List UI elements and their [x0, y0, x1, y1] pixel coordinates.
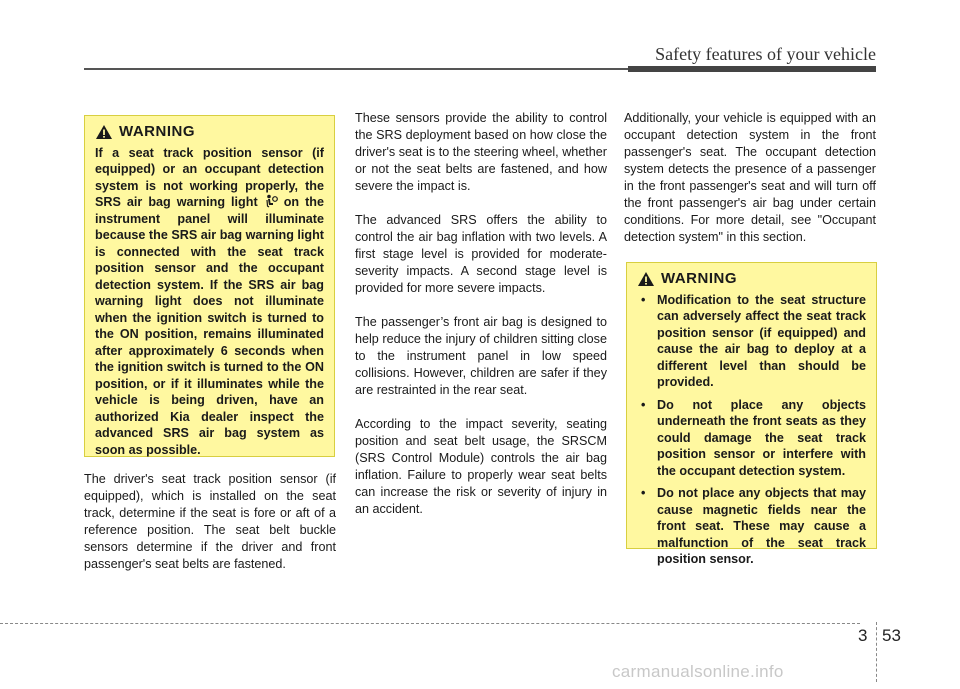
warning-header [637, 271, 866, 288]
warning-triangle-icon [95, 124, 113, 140]
warning-title: WARNING [661, 270, 737, 287]
warning-title: WARNING [119, 123, 195, 140]
column-3-text [624, 110, 876, 263]
warning-text-part: If a seat track position sensor (if equipped) or an occupant detection system is not working properly, the SRS air bag warning light [95, 145, 324, 209]
paragraph: The driver's seat track position sensor (if equipped), which is installed on the seat track, determine if the seat is fore or aft of a reference position. The seat belt buckle sensors determine if the driver and front passenger's seat belts are fastened. [84, 472, 336, 571]
warning-text [95, 145, 324, 459]
chapter-number: 3 [858, 626, 868, 645]
warning-list [637, 292, 866, 568]
list-item: • Do not place any objects underneath the front seats as they could damage the seat track position sensor or interfere with the occupant detection system. [637, 397, 866, 480]
warning-triangle-icon [637, 271, 655, 287]
warning-text-part: on the instrument panel will illuminate because the SRS air bag warning light is connected with the seat track position sensor and the occupant detection system. If the SRS air bag warning light does not illuminate when the ignition switch is turned to the ON position, remains illuminated after approximately 6 seconds when the ignition switch is turned to the ON position, or if it illuminates while the vehicle is being driven, have an authorized Kia dealer inspect the advanced SRS air bag system as soon as possible. [95, 195, 325, 457]
airbag-warning-light-icon [264, 194, 278, 208]
list-item: • Modification to the seat structure can adversely affect the seat track position sensor (if equipped) and cause the air bag to deploy at a different level than should be provided. [637, 292, 866, 391]
paragraph: Additionally, your vehicle is equipped with an occupant detection system in the front passenger's seat. The occupant detection system detects the presence of a passenger in the front passenger's seat and will turn off the front passenger's air bag under certain conditions. For more detail, see "Occupant detection system" in this section. [624, 111, 876, 244]
warning-box-1 [84, 115, 335, 457]
paragraph: The passenger’s front air bag is designed to help reduce the injury of children sitting close to the instrument panel in low speed collisions. However, children are safer if they are restrainted in the rear seat. [355, 315, 607, 397]
page-header-title: Safety features of your vehicle [655, 44, 876, 64]
column-2-text [355, 110, 607, 535]
warning-box-2 [626, 262, 877, 566]
paragraph: According to the impact severity, seating position and seat belt usage, the SRSCM (SRS Control Module) controls the air bag inflation. Failure to properly wear seat belts can increase the risk or severity of injury in an accident. [355, 417, 607, 516]
page-divider [876, 622, 877, 682]
list-item: • Do not place any objects that may cause magnetic fields near the front seat. These may cause a malfunction of the seat track position sensor. [637, 485, 866, 568]
paragraph: The advanced SRS offers the ability to control the air bag inflation with two levels. A first stage level is provided for moderate-severity impacts. A second stage level is provided for more severe impacts. [355, 213, 607, 295]
header-bar [628, 66, 876, 72]
page-number: 53 [882, 626, 901, 645]
warning-header [95, 124, 324, 141]
watermark: carmanualsonline.info [612, 662, 784, 681]
paragraph: These sensors provide the ability to control the SRS deployment based on how close the driver's seat is to the steering wheel, whether or not the seat belts are fastened, and how severe the impact is. [355, 111, 607, 193]
footer-dashed-line [0, 623, 860, 624]
column-1-text [84, 471, 336, 590]
